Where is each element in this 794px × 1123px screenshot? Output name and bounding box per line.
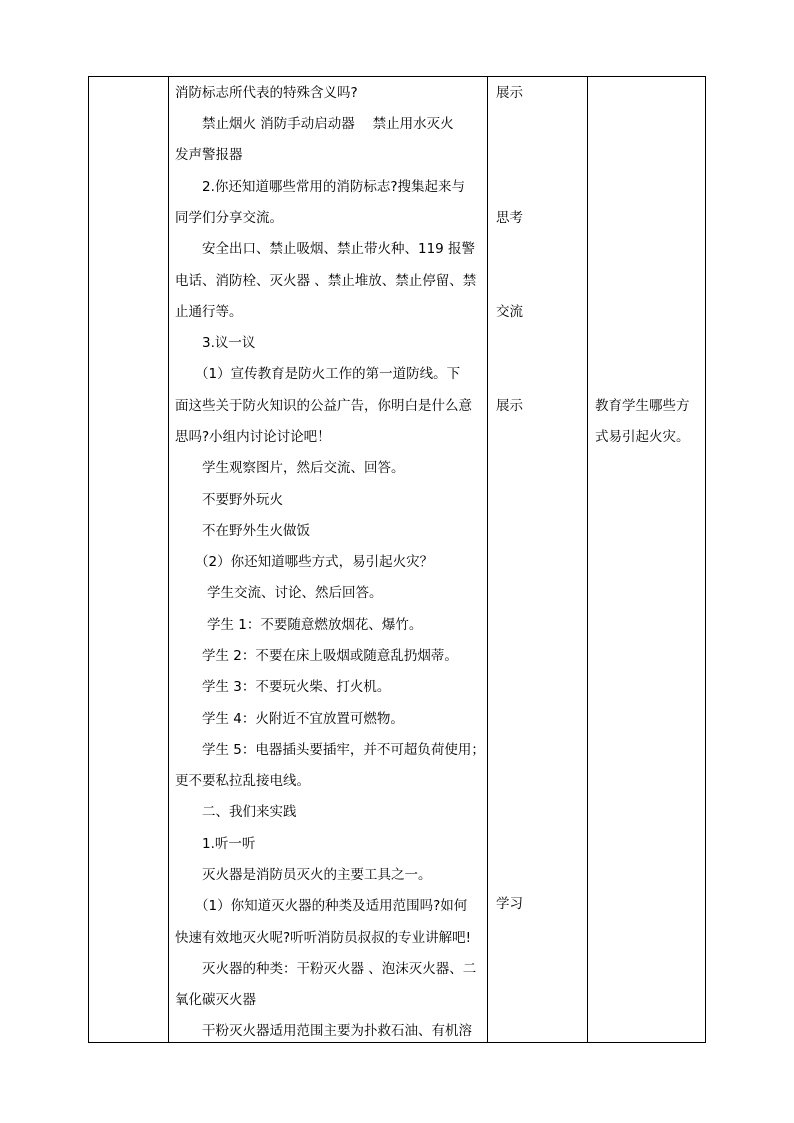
content-line: 二、我们来实践 [202, 804, 297, 820]
content-line: 学生观察图片，然后交流、回答。 [202, 460, 405, 476]
purpose-line: 教育学生哪些方 [595, 398, 690, 414]
content-line: 同学们分享交流。 [175, 210, 283, 226]
content-line: 学生交流、讨论、然后回答。 [207, 585, 383, 601]
student-activity-cell [488, 77, 587, 1042]
blank-column-cell [89, 77, 168, 1042]
content-line: 止通行等。 [175, 304, 243, 320]
content-line: 氧化碳灭火器 [175, 992, 256, 1008]
content-line: （1）你知道灭火器的种类及适用范围吗?如何 [195, 898, 468, 914]
content-line: 快速有效地灭火呢?听听消防员叔叔的专业讲解吧! [175, 930, 472, 946]
content-line: 干粉灭火器适用范围主要为扑救石油、有机溶 [202, 1023, 472, 1039]
content-line: 灭火器的种类：干粉灭火器 、泡沫灭火器、二 [202, 961, 477, 977]
content-line: 学生 5：电器插头要插牢，并不可超负荷使用； [202, 742, 485, 758]
content-line: 更不要私拉乱接电线。 [175, 773, 310, 789]
activity-label: 学习 [496, 896, 523, 912]
content-line: 安全出口、禁止吸烟、禁止带火种、119 报警 [202, 241, 476, 257]
content-line: 禁止烟火 消防手动启动器 禁止用水灭火 [202, 116, 454, 132]
content-line: 不在野外生火做饭 [202, 523, 310, 539]
content-line: （1）宣传教育是防火工作的第一道防线。下 [195, 366, 461, 382]
content-line: 灭火器是消防员灭火的主要工具之一。 [202, 867, 432, 883]
lesson-plan-table [88, 76, 706, 1043]
content-line: 电话、消防栓、灭火器 、禁止堆放、禁止停留、禁 [175, 273, 477, 289]
activity-label: 展示 [496, 398, 523, 414]
content-line: 学生 2：不要在床上吸烟或随意乱扔烟蒂。 [202, 648, 458, 664]
activity-label: 思考 [496, 210, 523, 226]
teaching-content-cell [169, 77, 487, 1042]
content-line: 学生 4：火附近不宜放置可燃物。 [202, 711, 404, 727]
content-line: 2.你还知道哪些常用的消防标志?搜集起来与 [202, 179, 466, 195]
content-line: 学生 3：不要玩火柴、打火机。 [202, 679, 391, 695]
content-line: 消防标志所代表的特殊含义吗? [175, 85, 358, 101]
activity-label: 展示 [496, 85, 523, 101]
purpose-line: 式易引起火灾。 [595, 429, 690, 445]
content-line: 3.议一议 [202, 335, 256, 351]
design-intent-cell [588, 77, 705, 1042]
activity-label: 交流 [496, 304, 523, 320]
content-line: 思吗?小组内讨论讨论吧！ [175, 429, 331, 445]
content-line: （2）你还知道哪些方式，易引起火灾？ [195, 554, 434, 570]
content-line: 1.听一听 [202, 836, 256, 852]
content-line: 发声警报器 [175, 147, 243, 163]
content-line: 不要野外玩火 [202, 492, 283, 508]
content-line: 面这些关于防火知识的公益广告，你明白是什么意 [175, 398, 472, 414]
content-line: 学生 1：不要随意燃放烟花、爆竹。 [207, 617, 423, 633]
